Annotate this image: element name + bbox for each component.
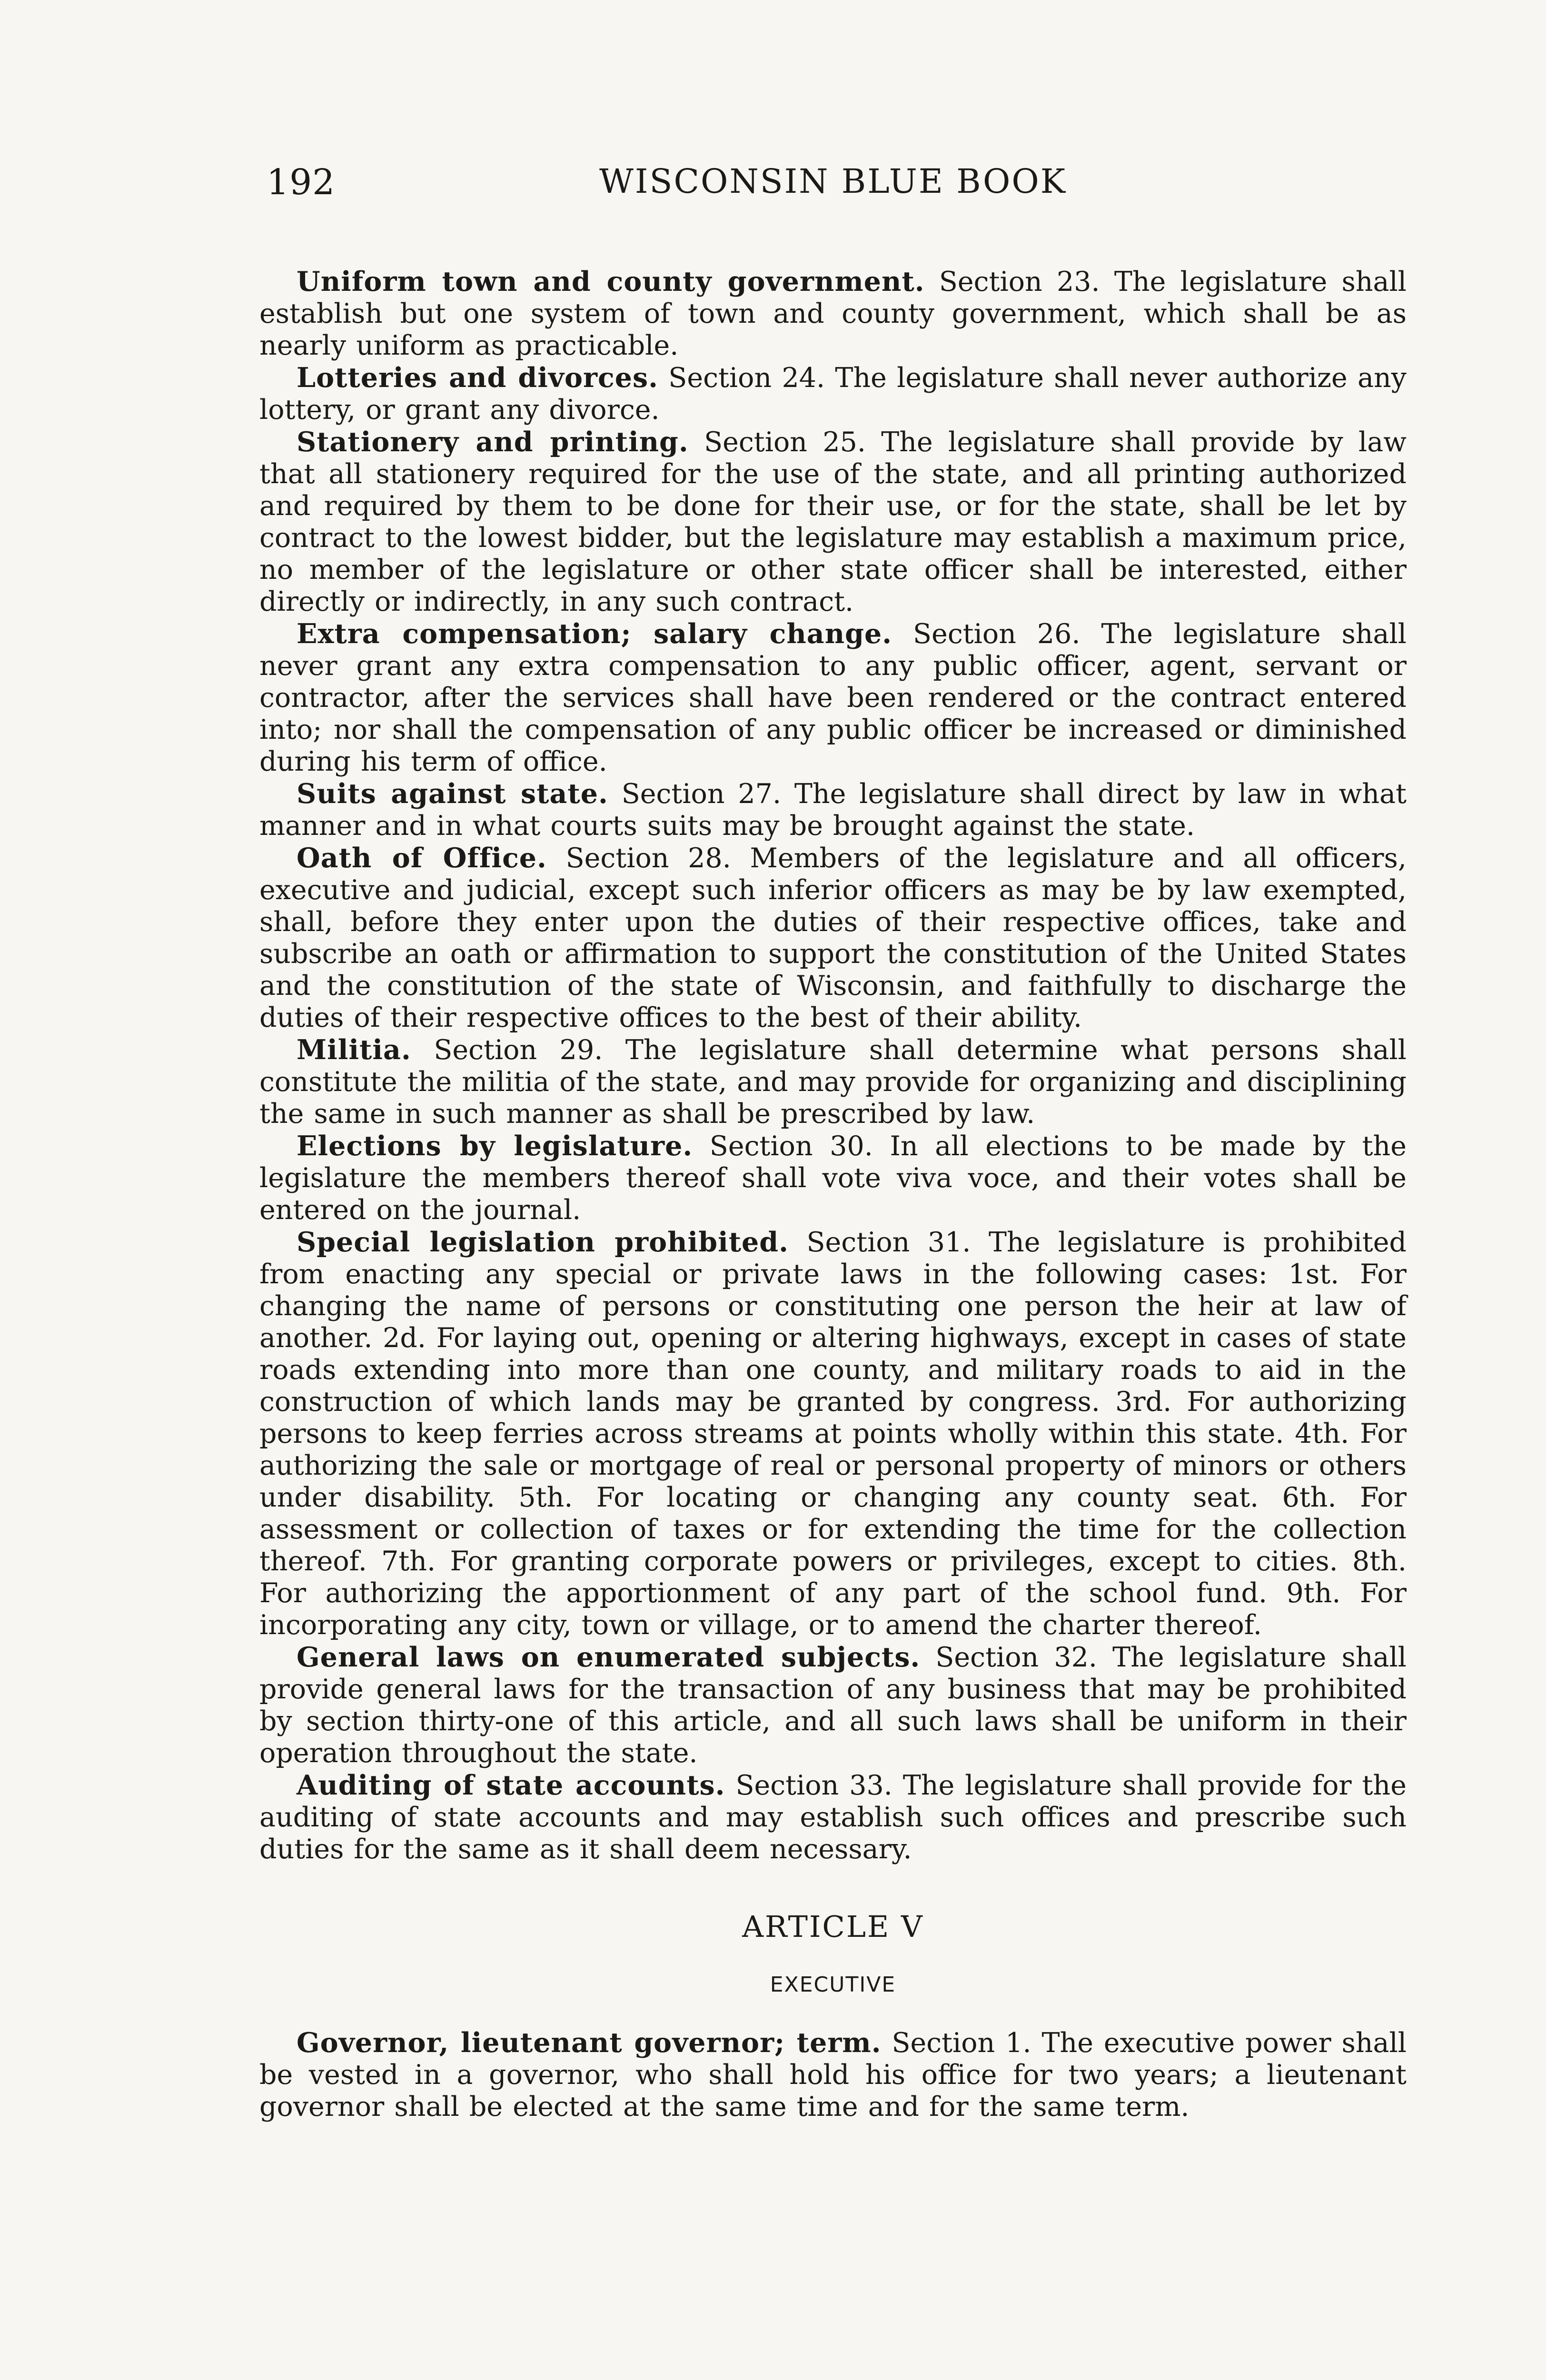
section-27 [259, 778, 1407, 842]
section-heading: Stationery and printing. [297, 426, 689, 458]
section-text: Section 1. The executive power shall be vested in a governor, who shall hold his office for two years; a lieutenant governor shall be elected at the same time and for the same term. [259, 2027, 1407, 2122]
section-28 [259, 842, 1407, 1034]
section-text: Section 30. In all elections to be made by the legislature the members thereof shall vote viva voce, and their votes shall be entered on the journal. [259, 1130, 1407, 1226]
section-text: Section 28. Members of the legislature and all officers, executive and judicial, except such inferior officers as may be by law exempted, shall, before they enter upon the duties of their respective offices, take and subscribe an oath or affirmation to support the constitution of the United States and the constitution of the state of Wisconsin, and faithfully to discharge the duties of their respective offices to the best of their ability. [259, 843, 1407, 1033]
section-29 [259, 1034, 1407, 1130]
section-24 [259, 362, 1407, 426]
section-heading: Uniform town and county government. [297, 266, 925, 298]
article-title: ARTICLE V [742, 1909, 924, 1944]
section-31 [259, 1226, 1407, 1641]
page-header [259, 162, 1407, 214]
section-heading: Extra compensation; salary change. [297, 618, 892, 650]
section-heading: Suits against state. [297, 778, 608, 810]
page-number: 192 [267, 162, 336, 203]
section-text: Section 25. The legislature shall provide by law that all stationery required for the use of the state, and all printing authorized and required by them to be done for their use, or for the state, shall be let by contract to the lowest bidder, but the legislature may establish a maximum price, no member of the legislature or other state officer shall be interested, either directly or indirectly, in any such contract. [259, 426, 1407, 617]
section-23 [259, 266, 1407, 362]
section-30 [259, 1130, 1407, 1226]
section-heading: Oath of Office. [297, 842, 547, 874]
section-text: Section 31. The legislature is prohibited from enacting any special or private laws in the following cases: 1st. For changing the name of persons or constituting one person the heir at law of another. 2d. For laying out, opening or altering highways, except in cases of state roads extending into more than one county, and military roads to aid in the construction of which lands may be granted by congress. 3rd. For authorizing persons to keep ferries across streams at points wholly within this state. 4th. For authorizing the sale or mortgage of real or personal property of minors or others under disability. 5th. For locating or changing any county seat. 6th. For assessment or collection of taxes or for extending the time for the collection thereof. 7th. For granting corporate powers or privileges, except to cities. 8th. For authorizing the apportionment of any part of the school fund. 9th. For incorporating any city, town or village, or to amend the charter thereof. [259, 1227, 1407, 1641]
section-heading: Lotteries and divorces. [297, 362, 658, 394]
document-page [259, 162, 1407, 2123]
section-32 [259, 1641, 1407, 1769]
section-heading: Elections by legislature. [297, 1130, 693, 1162]
section-26 [259, 618, 1407, 778]
section-heading: Militia. [297, 1034, 411, 1066]
section-text: Section 32. The legislature shall provide general laws for the transaction of any business that may be prohibited by section thirty-one of this article, and all such laws shall be uniform in their operation throughout the state. [259, 1642, 1407, 1769]
section-text: Section 23. The legislature shall establish but one system of town and county government, which shall be as nearly uniform as practicable. [259, 266, 1407, 361]
article-subtitle: EXECUTIVE [770, 1973, 896, 1997]
section-text: Section 33. The legislature shall provide for the auditing of state accounts and may establish such offices and prescribe such duties for the same as it shall deem necessary. [259, 1770, 1407, 1865]
section-heading: General laws on enumerated subjects. [297, 1641, 921, 1673]
section-33 [259, 1769, 1407, 1865]
section-heading: Governor, lieutenant governor; term. [297, 2027, 882, 2059]
running-title: WISCONSIN BLUE BOOK [599, 162, 1067, 201]
article-v-section-1 [259, 2027, 1407, 2123]
section-text: Section 26. The legislature shall never grant any extra compensation to any public officer, agent, servant or contractor, after the services shall have been rendered or the contract entered into; nor shall the compensation of any public officer be increased or diminished during his term of office. [259, 618, 1407, 777]
section-text: Section 29. The legislature shall determine what persons shall constitute the militia of the state, and may provide for organizing and disciplining the same in such manner as shall be prescribed by law. [259, 1034, 1407, 1130]
section-text: Section 27. The legislature shall direct by law in what manner and in what courts suits may be brought against the state. [259, 778, 1407, 842]
section-heading: Special legislation prohibited. [297, 1226, 789, 1258]
body-text [259, 266, 1407, 2123]
section-text: Section 24. The legislature shall never authorize any lottery, or grant any divorce. [259, 362, 1407, 426]
section-25 [259, 426, 1407, 618]
section-heading: Auditing of state accounts. [297, 1769, 725, 1801]
